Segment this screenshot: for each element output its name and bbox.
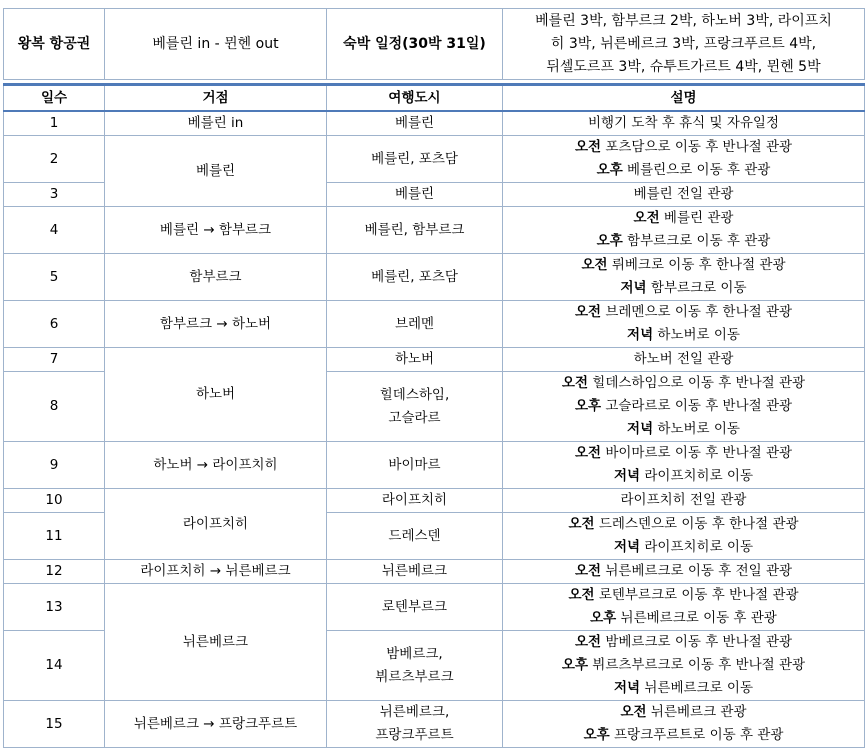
description-line xyxy=(507,465,860,488)
visit-city-line: 밤베르크, xyxy=(386,645,443,662)
time-of-day-label: 저녁 xyxy=(613,680,641,696)
time-of-day-label: 오전 xyxy=(574,563,602,579)
description-line xyxy=(507,112,860,135)
description-text: 함부르크로 이동 후 관광 xyxy=(622,233,771,249)
description-text: 프랑크푸르트로 이동 후 관광 xyxy=(609,727,784,743)
itinerary-row xyxy=(4,442,865,489)
column-header-day: 일수 xyxy=(4,85,105,112)
time-of-day-label: 오전 xyxy=(561,375,588,391)
time-of-day-label: 오전 xyxy=(574,304,602,320)
stay-label: 숙박 일정(30박 31일) xyxy=(327,9,503,80)
time-of-day-label: 저녁 xyxy=(627,421,654,437)
day-number: 10 xyxy=(4,489,105,513)
base-city: 라이프치히 xyxy=(105,489,327,560)
description-line xyxy=(507,536,860,559)
description-text: 포츠담으로 이동 후 반나절 관광 xyxy=(601,139,793,155)
description-text: 하노버 전일 관광 xyxy=(633,351,734,367)
time-of-day-label: 오후 xyxy=(596,233,623,249)
time-of-day-label: 오후 xyxy=(590,610,617,626)
itinerary-row xyxy=(4,301,865,348)
description-line xyxy=(507,136,860,159)
day-number: 9 xyxy=(4,442,105,489)
description-text: 드레스덴으로 이동 후 한나절 관광 xyxy=(594,516,799,532)
itinerary-row xyxy=(4,348,865,372)
visit-city-line: 베를린, 함부르크 xyxy=(364,221,465,238)
visit-cities xyxy=(327,513,503,560)
day-description xyxy=(503,372,865,442)
time-of-day-label: 오후 xyxy=(574,398,602,414)
base-city: 함부르크 xyxy=(105,254,327,301)
description-line xyxy=(507,277,860,300)
base-city: 라이프치히 → 뉘른베르크 xyxy=(105,560,327,584)
visit-cities xyxy=(327,207,503,254)
visit-cities xyxy=(327,560,503,584)
itinerary-row xyxy=(4,207,865,254)
description-text: 뉘른베르크로 이동 후 전일 관광 xyxy=(601,563,793,579)
description-line xyxy=(507,230,860,253)
time-of-day-label: 오전 xyxy=(574,445,602,461)
itinerary-table xyxy=(3,83,865,748)
flight-route: 베를린 in - 뮌헨 out xyxy=(105,9,327,80)
description-line xyxy=(507,513,860,536)
stay-detail-line: 히 3박, 뉘른베르크 3박, 프랑크푸르트 4박, xyxy=(550,35,817,52)
base-city: 함부르크 → 하노버 xyxy=(105,301,327,348)
day-description xyxy=(503,513,865,560)
description-text: 뉘른베르크 관광 xyxy=(646,704,747,720)
column-header-cities: 여행도시 xyxy=(327,85,503,112)
base-city: 베를린 xyxy=(105,136,327,207)
description-text: 베를린 전일 관광 xyxy=(633,186,734,202)
visit-cities xyxy=(327,489,503,513)
description-line xyxy=(507,489,860,512)
day-number: 12 xyxy=(4,560,105,584)
visit-city-line: 베를린 xyxy=(394,186,435,202)
day-number: 15 xyxy=(4,701,105,748)
visit-city-line: 뉘른베르크, xyxy=(379,704,450,720)
visit-cities xyxy=(327,183,503,207)
description-text: 비행기 도착 후 휴식 및 자유일정 xyxy=(588,115,779,131)
description-text: 밤베르크로 이동 후 반나절 관광 xyxy=(601,634,793,650)
day-description xyxy=(503,111,865,136)
description-text: 로텐부르크로 이동 후 반나절 관광 xyxy=(594,587,799,603)
description-text: 뉘른베르크로 이동 xyxy=(640,680,753,696)
description-line xyxy=(507,701,860,724)
description-text: 힐데스하임으로 이동 후 반나절 관광 xyxy=(588,375,806,391)
description-text: 뤼베크로 이동 후 한나절 관광 xyxy=(607,257,786,273)
description-line xyxy=(507,442,860,465)
itinerary-row xyxy=(4,701,865,748)
day-number: 13 xyxy=(4,584,105,631)
itinerary-row xyxy=(4,560,865,584)
stay-detail-line: 뒤셀도르프 3박, 슈투트가르트 4박, 뮌헨 5박 xyxy=(546,58,821,75)
description-line xyxy=(507,324,860,347)
description-text: 베를린 관광 xyxy=(659,210,734,226)
itinerary-body xyxy=(4,111,865,748)
itinerary-row xyxy=(4,489,865,513)
visit-city-line: 베를린, 포츠담 xyxy=(371,150,458,167)
summary-row xyxy=(4,9,865,80)
itinerary-row xyxy=(4,111,865,136)
day-number: 14 xyxy=(4,631,105,701)
description-text: 바이마르로 이동 후 반나절 관광 xyxy=(601,445,793,461)
visit-cities xyxy=(327,701,503,748)
stay-detail-line: 베를린 3박, 함부르크 2박, 하노버 3박, 라이프치 xyxy=(535,12,832,29)
time-of-day-label: 오후 xyxy=(561,657,588,673)
visit-cities xyxy=(327,111,503,136)
description-line xyxy=(507,654,860,677)
day-number: 7 xyxy=(4,348,105,372)
column-header-base: 거점 xyxy=(105,85,327,112)
stay-detail xyxy=(503,9,865,80)
description-line xyxy=(507,183,860,206)
description-line xyxy=(507,560,860,583)
description-line xyxy=(507,348,860,371)
day-description xyxy=(503,584,865,631)
description-line xyxy=(507,301,860,324)
visit-cities xyxy=(327,348,503,372)
day-number: 3 xyxy=(4,183,105,207)
base-city: 뉘른베르크 xyxy=(105,584,327,701)
day-description xyxy=(503,254,865,301)
day-description xyxy=(503,442,865,489)
description-text: 베를린으로 이동 후 관광 xyxy=(622,162,771,178)
itinerary-row xyxy=(4,254,865,301)
description-text: 함부르크로 이동 xyxy=(646,280,747,296)
base-city: 하노버 xyxy=(105,348,327,442)
day-description xyxy=(503,183,865,207)
visit-city-line: 뉘른베르크 xyxy=(381,563,448,579)
visit-cities xyxy=(327,301,503,348)
day-description xyxy=(503,631,865,701)
visit-city-line: 힐데스하임, xyxy=(379,386,450,403)
description-line xyxy=(507,724,860,747)
visit-city-line: 베를린 xyxy=(394,115,435,131)
description-line xyxy=(507,631,860,654)
ticket-label: 왕복 항공권 xyxy=(4,9,105,80)
time-of-day-label: 오전 xyxy=(574,139,602,155)
description-text: 하노버로 이동 xyxy=(653,327,740,343)
day-description xyxy=(503,560,865,584)
time-of-day-label: 오전 xyxy=(581,257,608,273)
time-of-day-label: 저녁 xyxy=(620,280,647,296)
time-of-day-label: 오전 xyxy=(633,210,660,226)
day-number: 1 xyxy=(4,111,105,136)
itinerary-header-row xyxy=(4,85,865,112)
day-description xyxy=(503,348,865,372)
description-line xyxy=(507,607,860,630)
time-of-day-label: 오후 xyxy=(583,727,610,743)
time-of-day-label: 저녁 xyxy=(613,539,641,555)
description-line xyxy=(507,159,860,182)
time-of-day-label: 저녁 xyxy=(627,327,654,343)
visit-cities xyxy=(327,136,503,183)
visit-city-line: 하노버 xyxy=(394,351,435,367)
description-line xyxy=(507,584,860,607)
day-description xyxy=(503,136,865,183)
base-city: 하노버 → 라이프치히 xyxy=(105,442,327,489)
description-text: 뉘른베르크로 이동 후 관광 xyxy=(616,610,777,626)
base-city: 베를린 → 함부르크 xyxy=(105,207,327,254)
visit-city-line: 고슬라르 xyxy=(388,409,441,426)
day-description xyxy=(503,207,865,254)
description-line xyxy=(507,207,860,230)
column-header-description: 설명 xyxy=(503,85,865,112)
day-number: 5 xyxy=(4,254,105,301)
description-text: 고슬라르로 이동 후 반나절 관광 xyxy=(601,398,793,414)
visit-city-line: 바이마르 xyxy=(388,456,441,473)
description-line xyxy=(507,254,860,277)
trip-summary-table xyxy=(3,8,865,80)
day-number: 11 xyxy=(4,513,105,560)
visit-cities xyxy=(327,631,503,701)
description-line xyxy=(507,395,860,418)
visit-city-line: 프랑크푸르트 xyxy=(375,727,454,743)
visit-cities xyxy=(327,584,503,631)
description-text: 하노버로 이동 xyxy=(653,421,740,437)
description-text: 브레멘으로 이동 후 한나절 관광 xyxy=(601,304,793,320)
time-of-day-label: 저녁 xyxy=(613,468,641,484)
description-line xyxy=(507,677,860,700)
visit-city-line: 베를린, 포츠담 xyxy=(371,268,458,285)
description-line xyxy=(507,372,860,395)
day-description xyxy=(503,489,865,513)
visit-city-line: 뷔르츠부르크 xyxy=(375,668,454,685)
visit-city-line: 라이프치히 xyxy=(381,492,448,508)
itinerary-row xyxy=(4,136,865,183)
itinerary-row xyxy=(4,584,865,631)
day-number: 8 xyxy=(4,372,105,442)
day-number: 4 xyxy=(4,207,105,254)
base-city: 뉘른베르크 → 프랑크푸르트 xyxy=(105,701,327,748)
description-text: 뷔르츠부르크로 이동 후 반나절 관광 xyxy=(588,657,806,673)
day-number: 6 xyxy=(4,301,105,348)
description-text: 라이프치히로 이동 xyxy=(640,539,753,555)
day-description xyxy=(503,701,865,748)
visit-cities xyxy=(327,442,503,489)
day-description xyxy=(503,301,865,348)
visit-city-line: 브레멘 xyxy=(394,315,435,332)
visit-city-line: 로텐부르크 xyxy=(381,598,448,615)
time-of-day-label: 오전 xyxy=(568,516,595,532)
description-line xyxy=(507,418,860,441)
visit-city-line: 드레스덴 xyxy=(388,527,441,544)
time-of-day-label: 오후 xyxy=(596,162,623,178)
visit-cities xyxy=(327,254,503,301)
time-of-day-label: 오전 xyxy=(620,704,647,720)
time-of-day-label: 오전 xyxy=(574,634,602,650)
base-city: 베를린 in xyxy=(105,111,327,136)
visit-cities xyxy=(327,372,503,442)
time-of-day-label: 오전 xyxy=(568,587,595,603)
description-text: 라이프치히 전일 관광 xyxy=(620,492,747,508)
description-text: 라이프치히로 이동 xyxy=(640,468,753,484)
day-number: 2 xyxy=(4,136,105,183)
